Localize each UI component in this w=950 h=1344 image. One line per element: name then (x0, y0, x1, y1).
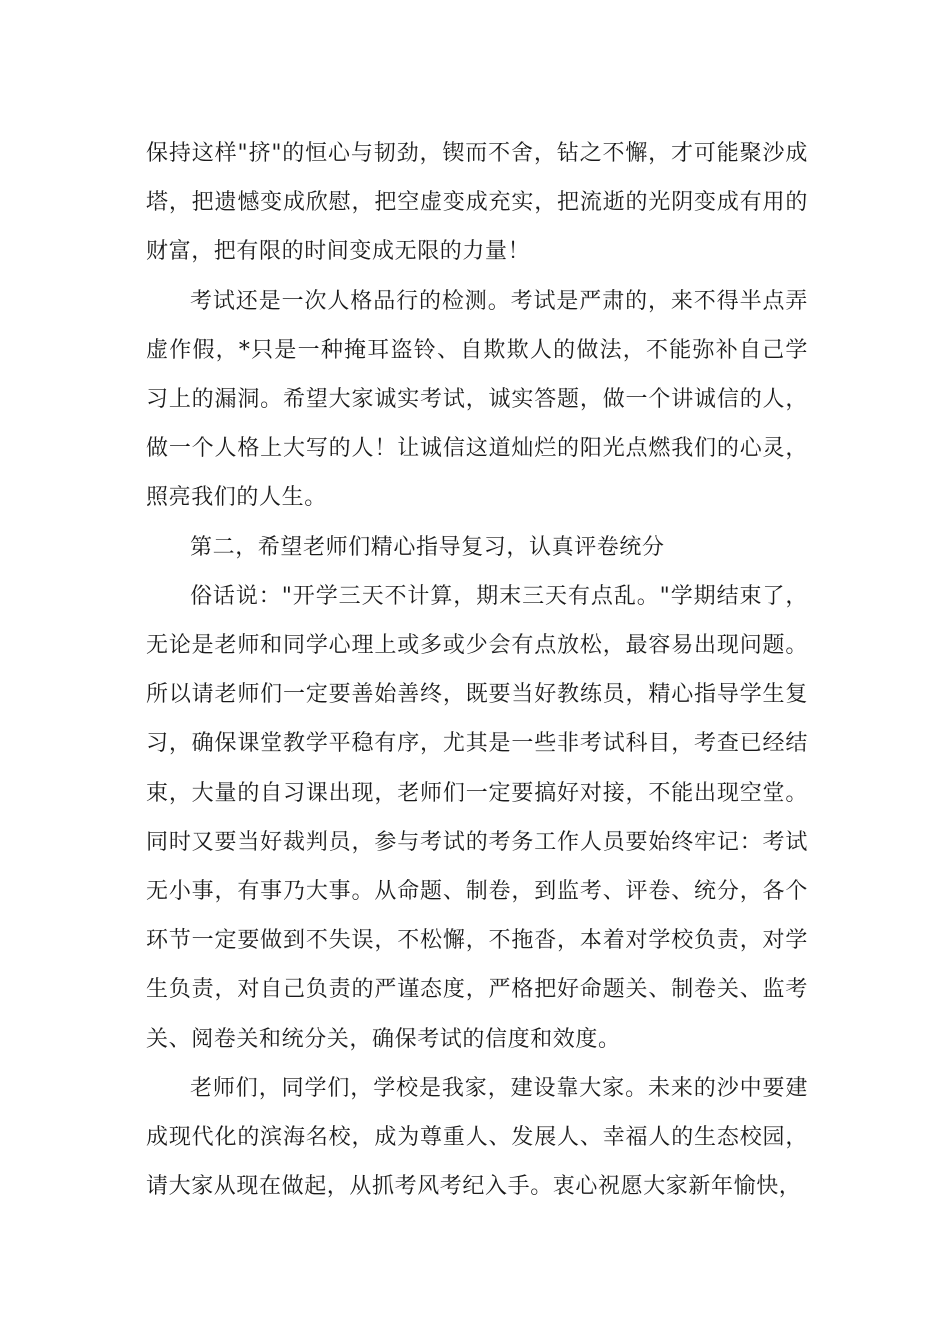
paragraph-1: 保持这样"挤"的恒心与韧劲，锲而不舍，钻之不懈，才可能聚沙成塔，把遗憾变成欣慰，把空虚变成充实，把流逝的光阴变成有用的财富，把有限的时间变成无限的力量！ (146, 141, 808, 265)
paragraph-2: 考试还是一次人格品行的检测。考试是严肃的，来不得半点弄虚作假，*只是一种掩耳盗铃、自欺欺人的做法，不能弥补自己学习上的漏洞。希望大家诚实考试，诚实答题，做一个讲诚信的人，做一个人格上大写的人！让诚信这道灿烂的阳光点燃我们的心灵，照亮我们的人生。 (146, 288, 808, 511)
paragraph-3: 俗话说："开学三天不计算，期末三天有点乱。"学期结束了，无论是老师和同学心理上或多或少会有点放松，最容易出现问题。所以请老师们一定要善始善终，既要当好教练员，精心指导学生复习，确保课堂教学平稳有序，尤其是一些非考试科目，考查已经结束，大量的自习课出现，老师们一定要搞好对接，不能出现空堂。同时又要当好裁判员，参与考试的考务工作人员要始终牢记：考试无小事，有事乃大事。从命题、制卷，到监考、评卷、统分，各个环节一定要做到不失误，不松懈，不拖沓，本着对学校负责，对学生负责，对自己负责的严谨态度，严格把好命题关、制卷关、监考关、阅卷关和统分关，确保考试的信度和效度。 (146, 583, 808, 1052)
section-heading: 第二，希望老师们精心指导复习，认真评卷统分 (190, 534, 665, 560)
document-body (146, 129, 808, 1211)
paragraph-4: 老师们，同学们，学校是我家，建设靠大家。未来的沙中要建成现代化的滨海名校，成为尊重人、发展人、幸福人的生态校园，请大家从现在做起，从抓考风考纪入手。衷心祝愿大家新年愉快， (146, 1075, 808, 1200)
